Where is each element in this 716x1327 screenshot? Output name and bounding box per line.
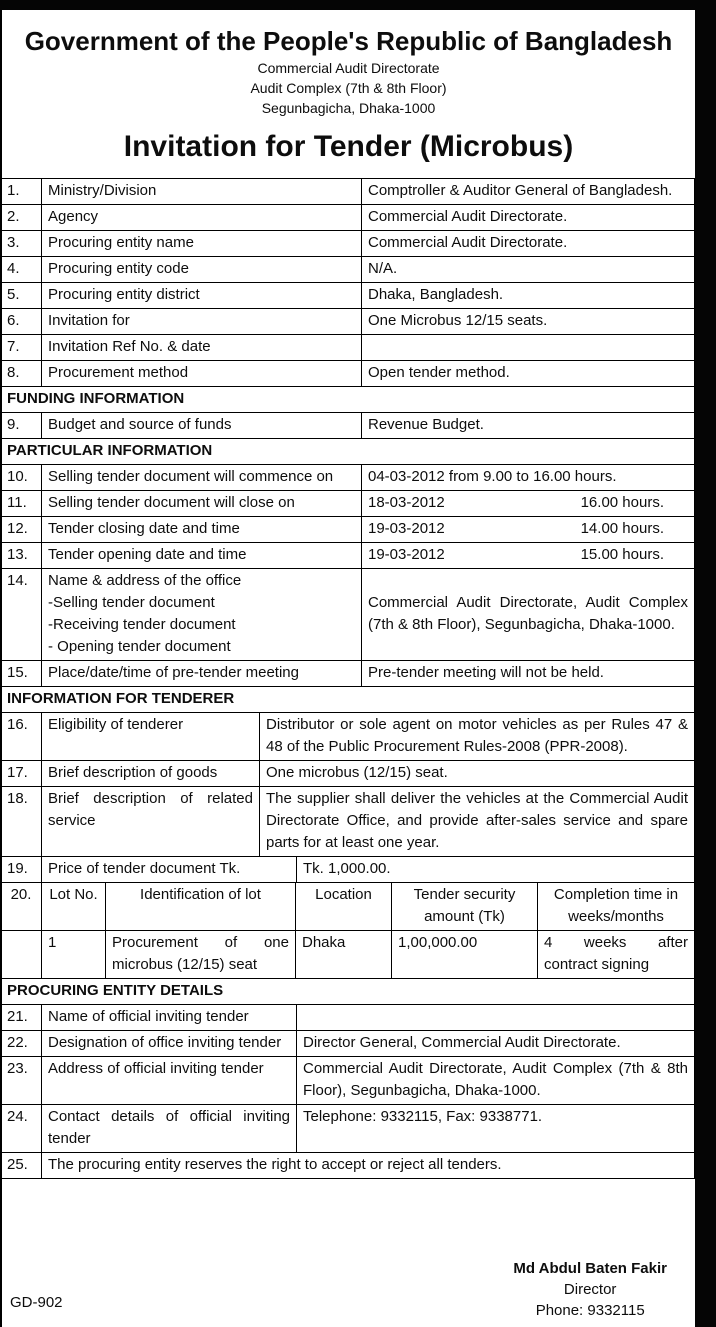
signatory-title: Director — [563, 1281, 617, 1298]
row-number: 25. — [2, 1153, 42, 1178]
org-line: Segunbagicha, Dhaka-1000 — [261, 100, 436, 116]
row-value: Distributor or sole agent on motor vehicles as per Rules 47 & 48 of the Public Procurement Rules-2008 (PPR-2008). — [260, 713, 695, 760]
row-value: One microbus (12/15) seat. — [260, 761, 695, 786]
org-lines — [2, 58, 695, 118]
row-number: 21. — [2, 1005, 42, 1030]
table-row — [2, 661, 695, 687]
row-value: Commercial Audit Directorate. — [362, 205, 695, 230]
date-value: 18-03-2012 — [368, 494, 445, 511]
row-value: One Microbus 12/15 seats. — [362, 309, 695, 334]
table-row — [2, 231, 695, 257]
row-number: 8. — [2, 361, 42, 386]
table-row — [2, 1105, 695, 1153]
table-row — [2, 857, 695, 883]
row-label-line: Name & address of the office — [48, 572, 242, 589]
time-value: 14.00 hours. — [580, 520, 664, 537]
row-label: Address of official inviting tender — [42, 1057, 297, 1104]
table-row — [2, 465, 695, 491]
signature-block — [513, 1258, 667, 1321]
table-row — [2, 309, 695, 335]
row-number: 22. — [2, 1031, 42, 1056]
row-label — [42, 569, 362, 660]
row-label: Contact details of official inviting tender — [42, 1105, 297, 1152]
row-value: Commercial Audit Directorate, Audit Complex (7th & 8th Floor), Segunbagicha, Dhaka-1000. — [297, 1057, 695, 1104]
org-line: Audit Complex (7th & 8th Floor) — [250, 80, 447, 96]
row-number: 5. — [2, 283, 42, 308]
row-value: Tk. 1,000.00. — [297, 857, 695, 882]
row-label-line: - Opening tender document — [48, 638, 231, 655]
table-row — [2, 361, 695, 387]
row-value — [297, 1005, 695, 1030]
row-label: Procuring entity name — [42, 231, 362, 256]
row-number: 23. — [2, 1057, 42, 1104]
scan-edge-top — [0, 0, 716, 10]
lot-cell: 1,00,000.00 — [392, 931, 538, 978]
row-value — [362, 491, 695, 516]
lot-cell: Dhaka — [296, 931, 392, 978]
row-number: 2. — [2, 205, 42, 230]
row-value: Open tender method. — [362, 361, 695, 386]
row-label: Selling tender document will commence on — [42, 465, 362, 490]
tender-document — [0, 10, 695, 1327]
row-label: Designation of office inviting tender — [42, 1031, 297, 1056]
table-row — [2, 491, 695, 517]
lot-column-header: Tender security amount (Tk) — [392, 883, 538, 930]
row-label: Brief description of goods — [42, 761, 260, 786]
row-number: 7. — [2, 335, 42, 360]
row-number: 1. — [2, 179, 42, 204]
lot-column-header: Location — [296, 883, 392, 930]
row-number: 17. — [2, 761, 42, 786]
table-row — [2, 413, 695, 439]
row-label: Invitation Ref No. & date — [42, 335, 362, 360]
signatory-phone: Phone: 9332115 — [535, 1302, 645, 1319]
lot-cell: Procurement of one microbus (12/15) seat — [106, 931, 296, 978]
row-label: Brief description of related service — [42, 787, 260, 856]
row-number: 4. — [2, 257, 42, 282]
row-value: Pre-tender meeting will not be held. — [362, 661, 695, 686]
table-row — [2, 543, 695, 569]
row-number: 20. — [2, 883, 42, 930]
table-row — [2, 283, 695, 309]
row-note: The procuring entity reserves the right to accept or reject all tenders. — [42, 1153, 695, 1178]
row-number: 10. — [2, 465, 42, 490]
row-label: Tender opening date and time — [42, 543, 362, 568]
section-header: FUNDING INFORMATION — [2, 387, 695, 413]
row-value — [362, 335, 695, 360]
table-row — [2, 179, 695, 205]
row-value: Comptroller & Auditor General of Bangladesh. — [362, 179, 695, 204]
row-value: Telephone: 9332115, Fax: 9338771. — [297, 1105, 695, 1152]
tender-title: Invitation for Tender (Microbus) — [123, 130, 574, 163]
row-label: Selling tender document will close on — [42, 491, 362, 516]
lot-column-header: Completion time in weeks/months — [538, 883, 695, 930]
row-label: Eligibility of tenderer — [42, 713, 260, 760]
table-row — [2, 205, 695, 231]
document-footer — [2, 1258, 695, 1321]
date-value: 19-03-2012 — [368, 520, 445, 537]
row-value — [362, 543, 695, 568]
table-row — [2, 569, 695, 661]
row-number: 19. — [2, 857, 42, 882]
gd-code: GD-902 — [10, 1294, 63, 1311]
row-label: Price of tender document Tk. — [42, 857, 297, 882]
section-header: PARTICULAR INFORMATION — [2, 439, 695, 465]
lot-column-header: Lot No. — [42, 883, 106, 930]
table-row — [2, 761, 695, 787]
table-row — [2, 517, 695, 543]
table-row — [2, 787, 695, 857]
table-row — [2, 1153, 695, 1179]
row-label: Place/date/time of pre-tender meeting — [42, 661, 362, 686]
lot-row — [2, 931, 695, 979]
row-value: Commercial Audit Directorate, Audit Complex (7th & 8th Floor), Segunbagicha, Dhaka-1000. — [362, 569, 695, 660]
date-value: 19-03-2012 — [368, 546, 445, 563]
row-label: Ministry/Division — [42, 179, 362, 204]
section-header: PROCURING ENTITY DETAILS — [2, 979, 695, 1005]
row-number: 24. — [2, 1105, 42, 1152]
scan-edge-right — [695, 0, 716, 1327]
row-value: N/A. — [362, 257, 695, 282]
table-row — [2, 1005, 695, 1031]
row-value — [362, 517, 695, 542]
row-number: 18. — [2, 787, 42, 856]
row-number: 3. — [2, 231, 42, 256]
government-title: Government of the People's Republic of Bangladesh — [24, 26, 673, 56]
lot-cell: 1 — [42, 931, 106, 978]
lot-column-header: Identification of lot — [106, 883, 296, 930]
row-label: Procurement method — [42, 361, 362, 386]
time-value: 16.00 hours. — [580, 494, 664, 511]
row-value: 04-03-2012 from 9.00 to 16.00 hours. — [362, 465, 695, 490]
row-number: 14. — [2, 569, 42, 660]
row-number: 13. — [2, 543, 42, 568]
row-number: 12. — [2, 517, 42, 542]
row-label: Procuring entity district — [42, 283, 362, 308]
row-label: Agency — [42, 205, 362, 230]
row-number: 11. — [2, 491, 42, 516]
section-header: INFORMATION FOR TENDERER — [2, 687, 695, 713]
time-value: 15.00 hours. — [580, 546, 664, 563]
tender-table — [2, 178, 695, 1179]
row-label: Name of official inviting tender — [42, 1005, 297, 1030]
row-value: Commercial Audit Directorate. — [362, 231, 695, 256]
row-number: 6. — [2, 309, 42, 334]
row-label-line: -Receiving tender document — [48, 616, 236, 633]
row-label: Tender closing date and time — [42, 517, 362, 542]
signatory-name: Md Abdul Baten Fakir — [513, 1260, 667, 1277]
table-row — [2, 1031, 695, 1057]
document-header — [2, 10, 695, 166]
table-row — [2, 335, 695, 361]
table-row — [2, 1057, 695, 1105]
row-label-line: -Selling tender document — [48, 594, 215, 611]
row-value: Dhaka, Bangladesh. — [362, 283, 695, 308]
row-value: The supplier shall deliver the vehicles at the Commercial Audit Directorate Office, and provide after-sales service and spare parts for at least one year. — [260, 787, 695, 856]
row-value: Director General, Commercial Audit Directorate. — [297, 1031, 695, 1056]
row-number: 16. — [2, 713, 42, 760]
row-number: 15. — [2, 661, 42, 686]
row-label: Invitation for — [42, 309, 362, 334]
org-line: Commercial Audit Directorate — [257, 60, 440, 76]
row-label: Procuring entity code — [42, 257, 362, 282]
row-number — [2, 931, 42, 978]
table-row — [2, 257, 695, 283]
row-label: Budget and source of funds — [42, 413, 362, 438]
lot-cell: 4 weeks after contract signing — [538, 931, 695, 978]
row-number: 9. — [2, 413, 42, 438]
lot-header — [2, 883, 695, 931]
row-value: Revenue Budget. — [362, 413, 695, 438]
table-row — [2, 713, 695, 761]
